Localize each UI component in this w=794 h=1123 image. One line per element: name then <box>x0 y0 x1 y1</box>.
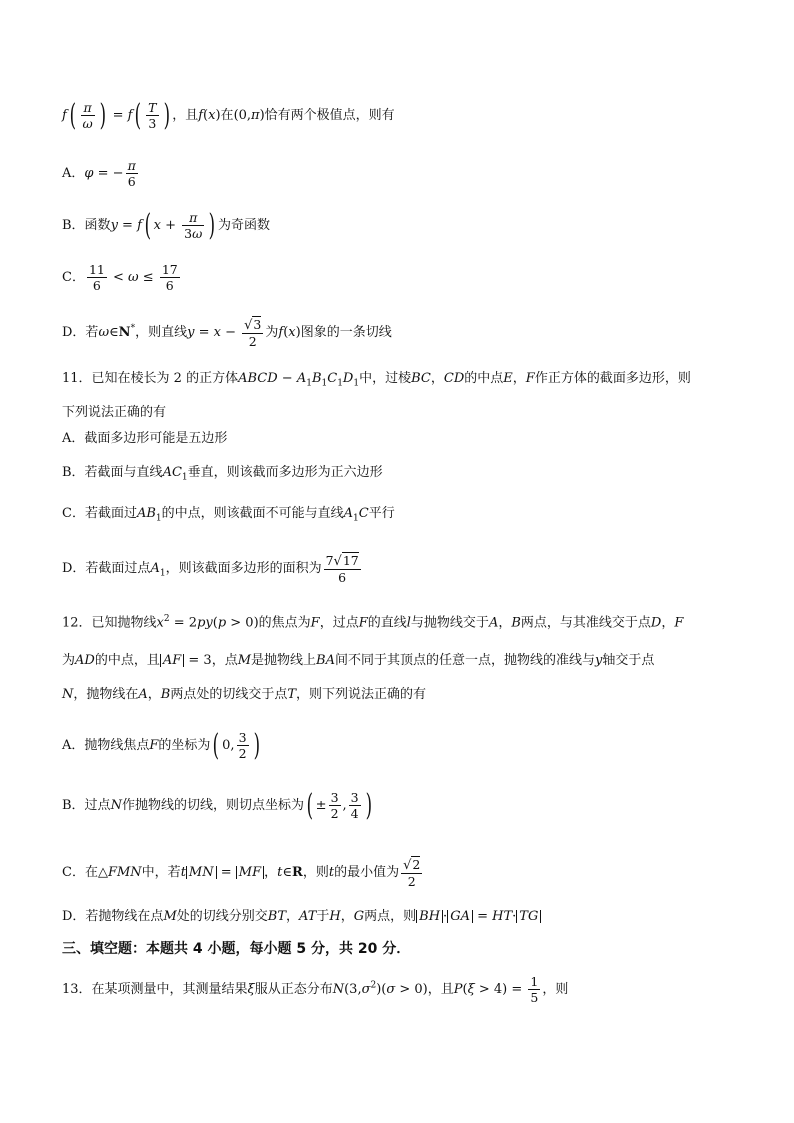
q12-stem-line3: N，抛物线在A，B两点处的切线交于点T，则下列说法正确的有 <box>62 687 427 702</box>
q11-option-b: B．若截面与直线$AC_1$垂直，则该截而多边形为正六边形 <box>62 465 383 483</box>
q10-option-a: A．φ = − $\frac{\pi}{6}$ <box>62 158 136 189</box>
q10-option-d: D．若ω∈N*，则直线y = x − $\frac{√3}{2}$ 为f(x)图象的一条切线 <box>62 317 392 349</box>
q11-option-d: D．若截面过点$A_1$，则该截面多边形的面积为 $\frac{7√17}{6}$ <box>62 553 359 585</box>
q10-stem: f( $\frac{\pi}{\omega}$ ) = f( $\frac{T}{3}$ ) ，且f(x)在(0,π)恰有两个极值点，则有 <box>62 97 395 133</box>
q12-option-d: D．若抛物线在点M处的切线分别交BT，AT于H，G两点，则 BH · GA = HT· TG <box>62 908 541 926</box>
q12-stem-line2: 为AD的中点，且 AF = 3，点M是抛物线上BA间不同于其顶点的任意一点，抛物线的准线与y轴交于点 <box>62 653 655 668</box>
q11-option-a: A．截面多边形可能是五边形 <box>62 431 228 446</box>
q12-stem-line1: 12．已知抛物线$x^2 = 2py(p > 0)$的焦点为F，过点F的直线l与抛物线交于A，B两点，与其准线交于点D，F <box>62 614 684 631</box>
q12-option-b: B．过点N作抛物线的切线，则切点坐标为( ± $\frac{3}{2}$ , $\frac{3}{4}$ ) <box>62 787 372 823</box>
q12-option-c: C．在△FMN中，若t MN = MF ，t∈R，则t的最小值为 $\frac{√2}{2}$ <box>62 857 421 889</box>
section-title: 三、填空题：本题共 4 小题，每小题 5 分，共 20 分． <box>62 941 411 957</box>
q11-option-c: C．若截面过$AB_1$的中点，则该截面不可能与直线$A_1C$平行 <box>62 506 395 524</box>
q11-stem-line1: 11．已知在棱长为 2 的正方体ABCD − $A_1B_1C_1D_1$中，过棱BC，CD的中点E，F作正方体的截面多边形，则 <box>62 371 691 389</box>
q13-stem: 13．在某项测量中，其测量结果ξ服从正态分布$N(3,\sigma^2)(\sigma > 0)$，且P(ξ > 4) = $\frac{1}{5}$ ，则 <box>62 974 569 1005</box>
q11-stem-line2: 下列说法正确的有 <box>62 405 167 420</box>
q12-option-a: A．抛物线焦点F的坐标为( 0, $\frac{3}{2}$ ) <box>62 727 260 763</box>
q10-option-b: B．函数y = f( x + $\frac{\pi}{3\omega}$ ) 为奇函数 <box>62 207 271 243</box>
q10-option-c: C． $\frac{11}{6}$ < ω ≤ $\frac{17}{6}$ <box>62 262 178 293</box>
